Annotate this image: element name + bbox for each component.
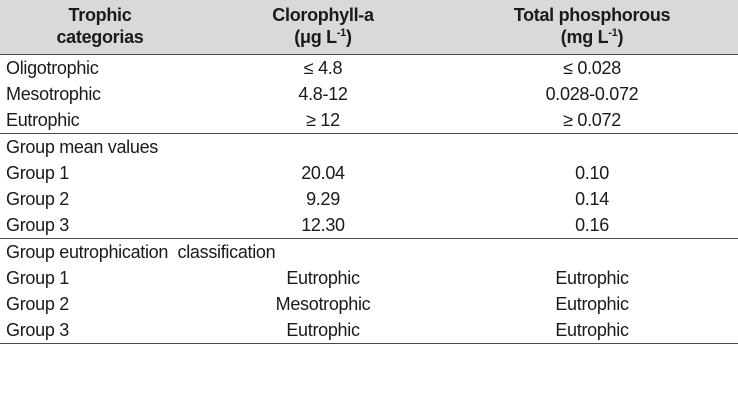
table-row [0, 212, 738, 239]
chlorophyll-class: Eutrophic [200, 317, 446, 344]
group-name: Group 1 [6, 268, 69, 288]
table-row [0, 55, 738, 82]
category-name: Eutrophic [6, 110, 80, 130]
chlorophyll-value: 20.04 [301, 163, 345, 183]
unit-open: (μg L [294, 27, 337, 47]
table-row [0, 291, 738, 317]
phosphorous-value: ≥ 0.072 [563, 110, 621, 130]
chlorophyll-value: ≤ 4.8 [303, 58, 343, 78]
group-name: Group 3 [0, 317, 200, 344]
group-name: Group 3 [6, 215, 69, 235]
phosphorous-class: Eutrophic [555, 294, 629, 314]
header-trophic-line1: Trophic [68, 5, 132, 25]
category-name: Oligotrophic [6, 58, 99, 78]
table-row [0, 160, 738, 186]
phosphorous-value: 0.10 [575, 163, 609, 183]
table-header [0, 0, 738, 55]
table-row [0, 107, 738, 134]
header-phosphorous-line1: Total phosphorous [513, 5, 671, 25]
header-chlorophyll-line1: Clorophyll-a [272, 5, 374, 25]
table-row [0, 265, 738, 291]
chlorophyll-value: 12.30 [301, 215, 345, 235]
means-section-title: Group mean values [0, 134, 738, 161]
phosphorous-value: ≤ 0.028 [563, 58, 621, 78]
phosphorous-value: 0.14 [575, 189, 609, 209]
group-name: Group 2 [6, 189, 69, 209]
table-row [0, 81, 738, 107]
classification-section-title: Group eutrophication classification [0, 239, 738, 266]
table-body [0, 55, 738, 344]
group-name: Group 1 [6, 163, 69, 183]
group-name: Group 2 [6, 294, 69, 314]
unit-superscript: -1 [336, 27, 346, 39]
header-trophic-line2: categorias [56, 27, 144, 47]
phosphorous-value: 0.16 [575, 215, 609, 235]
unit-close: ) [345, 27, 352, 47]
header-chlorophyll [200, 0, 446, 55]
phosphorous-value: 0.028-0.072 [545, 84, 639, 104]
unit-close: ) [617, 27, 624, 47]
table-row [0, 186, 738, 212]
chlorophyll-value: 9.29 [306, 189, 340, 209]
chlorophyll-value: 4.8-12 [298, 84, 348, 104]
header-chlorophyll-unit [204, 26, 442, 48]
section-title-row [0, 134, 738, 161]
phosphorous-class: Eutrophic [446, 317, 738, 344]
chlorophyll-value: ≥ 12 [306, 110, 340, 130]
header-phosphorous-unit [450, 26, 734, 48]
table-row [0, 317, 738, 344]
chlorophyll-class: Eutrophic [286, 268, 360, 288]
header-trophic-categories [0, 0, 200, 55]
section-title-row [0, 239, 738, 266]
chlorophyll-class: Mesotrophic [275, 294, 371, 314]
phosphorous-class: Eutrophic [555, 268, 629, 288]
category-name: Mesotrophic [6, 84, 101, 104]
unit-superscript: -1 [608, 27, 618, 39]
unit-open: (mg L [560, 27, 609, 47]
header-row [0, 0, 738, 55]
header-total-phosphorous [446, 0, 738, 55]
